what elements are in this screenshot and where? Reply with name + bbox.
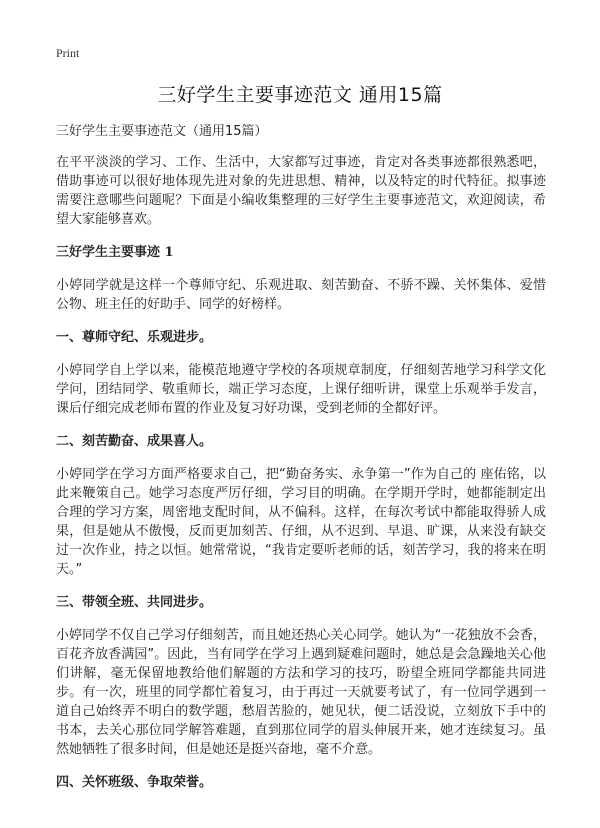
paragraph: 小婷同学在学习方面严格要求自己，把“勤奋务实、永争第一”作为自己的 座佑铭，以此来鞭策自己。她学习态度严厉仔细，学习目的明确。在学期开学时，她都能制定出合理的学习方案，周密地支配时间，从不偏科。这样，在每次考试中都能取得骄人成果，但是她从不傲慢，反而更加刻苦、仔细，从不迟到、早退、旷课，从来没有缺交过一次作业，持之以恒。她常常说，“我肯定要听老师的话，刻苦学习，我的将来在明天。” — [56, 467, 546, 577]
page-title: 三好学生主要事迹范文 通用15篇 — [157, 84, 443, 106]
section-heading: 三、带领全班、共同进步。 — [56, 595, 213, 610]
document-subtitle: 三好学生主要事迹范文（通用15篇） — [56, 124, 268, 139]
document-body — [56, 122, 546, 806]
section-heading: 一、尊师守纪、乐观进步。 — [56, 330, 213, 345]
paragraph: 小婷同学自上学以来，能模范地遵守学校的各项规章制度，仔细刻苦地学习科学文化学问，团结同学、敬重师长，端正学习态度，上课仔细听讲，课堂上乐观举手发言，课后仔细完成老师布置的作业及复习好功课，受到老师的全都好评。 — [56, 363, 546, 416]
section-heading: 三好学生主要事迹 1 — [56, 245, 174, 260]
paragraph: 小婷同学就是这样一个尊师守纪、乐观进取、刻苦勤奋、不骄不躁、关怀集体、爱惜公物、班主任的好助手、同学的好榜样。 — [56, 278, 546, 312]
paragraph: 小婷同学不仅自己学习仔细刻苦，而且她还热心关心同学。她认为“一花独放不会香，百花齐放香满园”。因此，当有同学在学习上遇到疑难问题时，她总是会急躁地关心他们讲解，毫无保留地教给他们解题的方法和学习的技巧，盼望全班同学都能共同进步。有一次，班里的同学都忙着复习，由于再过一天就要考试了，有一位同学遇到一道自己始终弄不明白的数学题，愁眉苦脸的，她见状，便二话没说，立刻放下手中的书本，去关心那位同学解答难题，直到那位同学的眉头伸展开来，她才连续复习。虽然她牺牲了很多时间，但是她还是挺兴奋地，毫不介意。 — [56, 628, 546, 757]
paragraph: 在平平淡淡的学习、工作、生活中，大家都写过事迹，肯定对各类事迹都很熟悉吧，借助事迹可以很好地体现先进对象的先进思想、精神，以及特定的时代特征。拟事迹需要注意哪些问题呢？下面是小编收集整理的三好学生主要事迹范文，欢迎阅读，希望大家能够喜欢。 — [56, 155, 546, 227]
document-blocks — [56, 153, 546, 792]
print-label[interactable]: Print — [56, 46, 80, 60]
section-heading: 二、刻苦勤奋、成果喜人。 — [56, 434, 213, 449]
section-heading: 四、关怀班级、争取荣誉。 — [56, 775, 213, 790]
